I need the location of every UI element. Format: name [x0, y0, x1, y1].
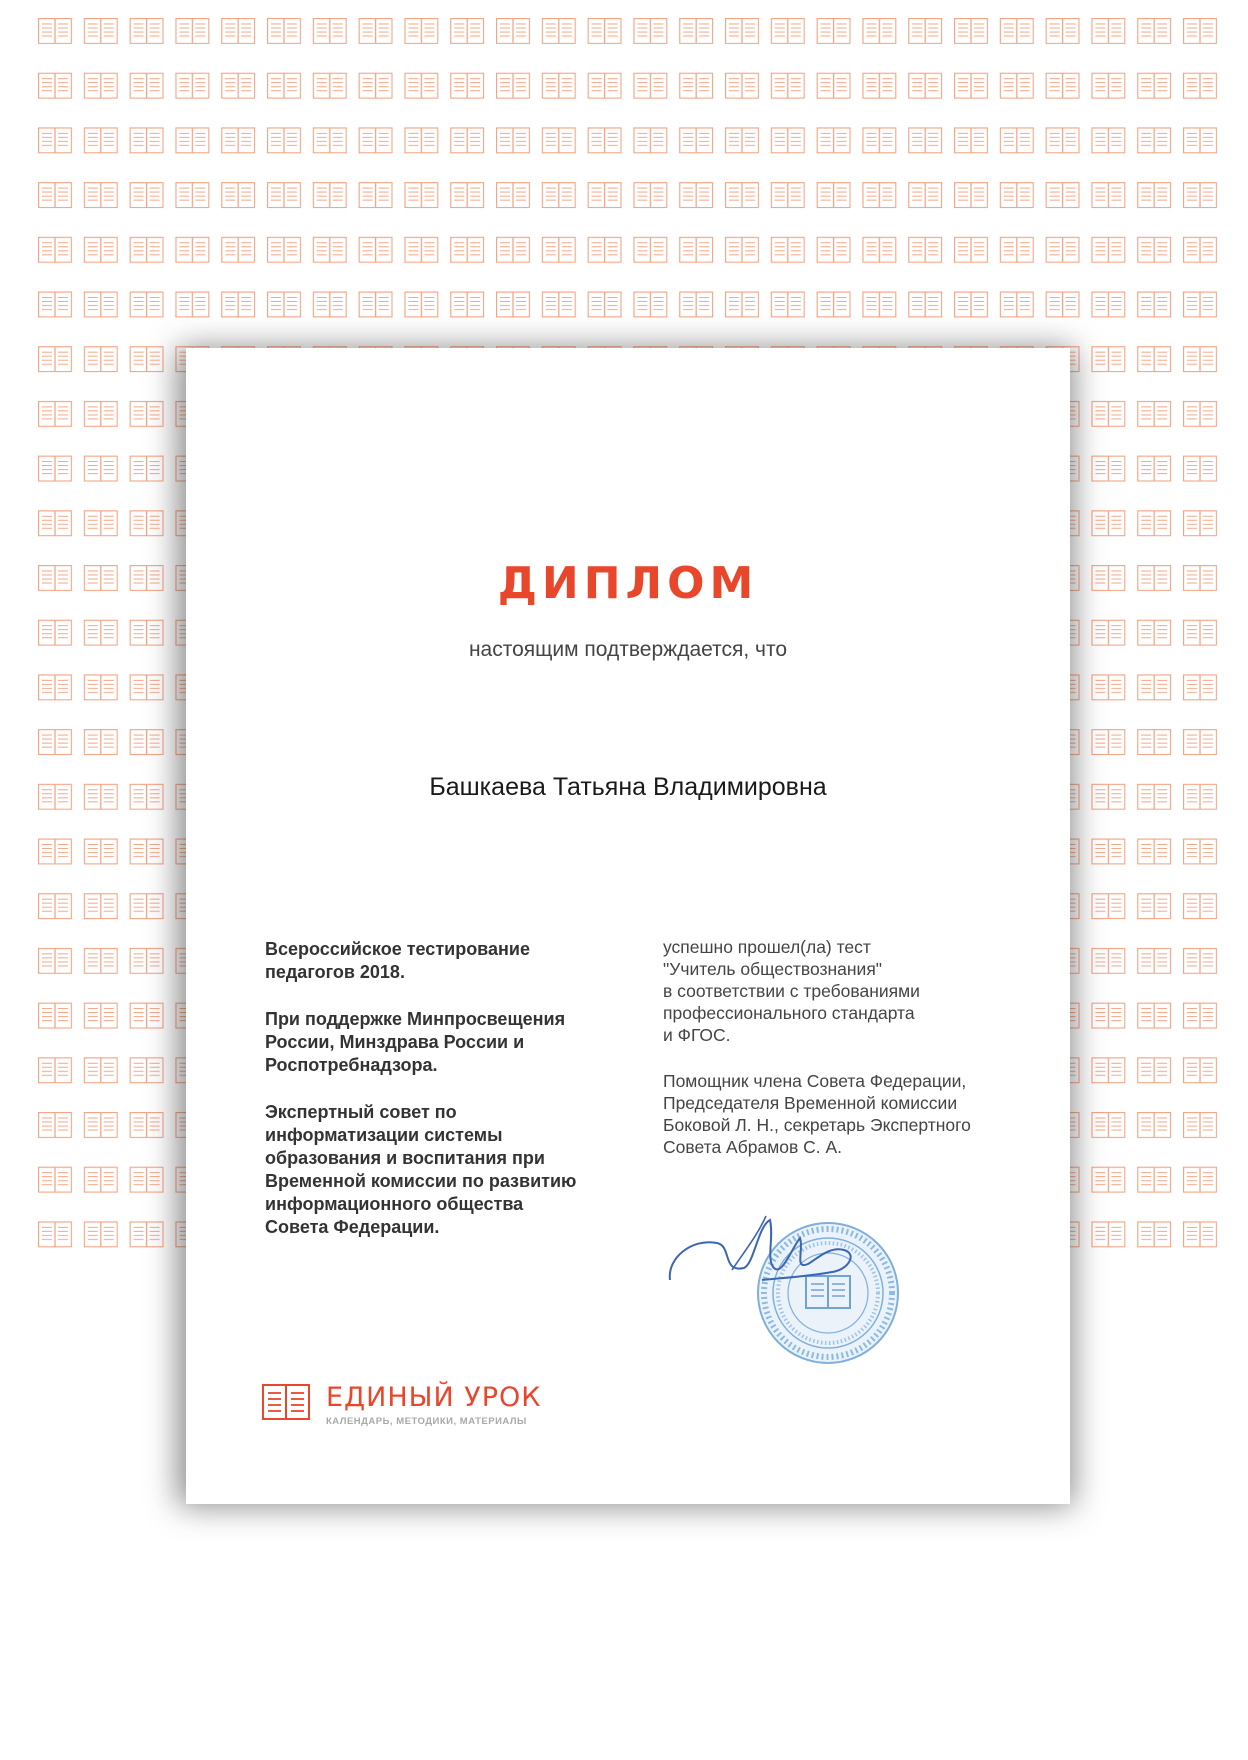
recipient-name: Башкаева Татьяна Владимировна	[429, 773, 827, 801]
book-icon	[262, 1384, 310, 1420]
test-result-text: успешно прошел(ла) тест "Учитель обществознания" в соответствии с требованиями профессионального стандарта и ФГОС.	[663, 937, 920, 1045]
signature	[662, 1198, 882, 1308]
logo-name: ЕДИНЫЙ УРОК	[326, 1382, 542, 1413]
logo-tagline: КАЛЕНДАРЬ, МЕТОДИКИ, МАТЕРИАЛЫ	[326, 1416, 527, 1427]
council-text: Экспертный совет по информатизации системы образования и воспитания при Временной комиссии по развитию информационного общества Совета Федерации.	[265, 1102, 577, 1237]
event-text: Всероссийское тестирование педагогов 2018.	[265, 939, 530, 982]
diploma-title: ДИПЛОМ	[497, 558, 759, 609]
organizers-column	[265, 938, 635, 1263]
edinyi-urok-logo	[262, 1380, 682, 1440]
diploma-subtitle: настоящим подтверждается, что	[468, 638, 788, 661]
support-text: При поддержке Минпросвещения России, Минздрава России и Роспотребнадзора.	[265, 1009, 566, 1075]
signer-text: Помощник члена Совета Федерации, Председателя Временной комиссии Боковой Л. Н., секретарь Экспертного Совета Абрамов С. А.	[663, 1071, 971, 1157]
result-column	[663, 936, 1043, 1182]
diploma-card	[186, 348, 1070, 1504]
